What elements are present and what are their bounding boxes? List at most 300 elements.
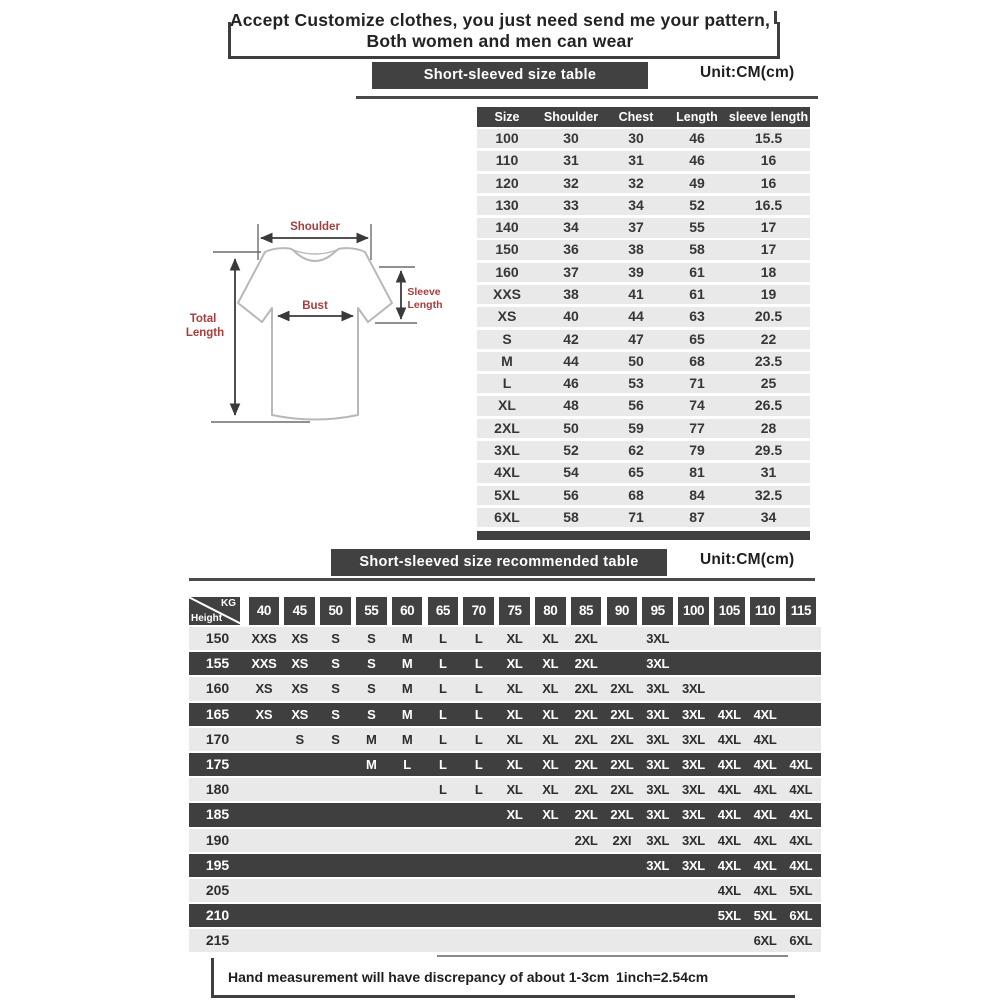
weight-column-header: 65 xyxy=(428,597,459,625)
weight-column-header: 85 xyxy=(571,597,602,625)
recommended-size-cell: 4XL xyxy=(717,857,741,873)
recommended-size-cell xyxy=(318,778,354,801)
recommended-size-cell xyxy=(318,753,354,776)
size-value: 62 xyxy=(628,441,644,458)
recommended-size-cell xyxy=(497,929,533,952)
size-table-row xyxy=(477,151,810,170)
size-value: 55 xyxy=(689,219,705,236)
corner-kg-label: KG xyxy=(221,598,236,609)
recommended-size-cell: S xyxy=(367,681,376,697)
footer-bracket-horizontal xyxy=(211,995,795,998)
recommended-size-cell xyxy=(246,803,282,826)
recommended-size-cell: 3XL xyxy=(646,731,670,747)
recommended-size-cell: 6XL xyxy=(789,908,813,924)
recommended-size-cell: XS xyxy=(291,706,309,722)
recommended-table-body xyxy=(189,627,821,954)
recommended-size-cell: 3XL xyxy=(646,681,670,697)
recommended-size-cell: S xyxy=(331,656,340,672)
recommended-size-cell: M xyxy=(401,681,413,697)
size-value: 34 xyxy=(760,508,777,525)
weight-column-header: 80 xyxy=(535,597,566,625)
height-label: 190 xyxy=(205,831,230,848)
recommended-size-cell: 2XL xyxy=(574,756,598,772)
size-value: 16 xyxy=(760,152,777,169)
size-value: 65 xyxy=(628,464,644,481)
sleeve-length-label-1: Sleeve xyxy=(407,286,441,298)
recommended-table-row xyxy=(189,803,821,826)
recommended-size-cell: 4XL xyxy=(789,756,813,772)
unit-label-1: Unit:CM(cm) xyxy=(700,64,795,81)
recommended-size-cell: S xyxy=(331,631,340,646)
recommended-size-cell: S xyxy=(367,631,376,646)
recommended-size-cell: XS xyxy=(291,681,309,697)
recommended-size-cell xyxy=(282,854,318,877)
size-value: 37 xyxy=(563,263,579,280)
recommended-size-cell: XL xyxy=(506,756,523,772)
size-table-row xyxy=(477,374,810,393)
size-value: 40 xyxy=(563,308,579,325)
size-value: 50 xyxy=(563,419,579,436)
size-value: 32.5 xyxy=(754,486,783,503)
recommended-size-cell: L xyxy=(474,782,483,798)
divider-2 xyxy=(189,578,815,581)
recommended-size-cell: 2XL xyxy=(574,832,598,848)
recommended-size-cell xyxy=(604,854,640,877)
recommended-size-cell xyxy=(532,829,568,852)
recommended-size-cell: 5XL xyxy=(717,908,741,924)
weight-column-header: 55 xyxy=(356,597,387,625)
recommended-size-cell: S xyxy=(331,706,340,722)
recommended-size-cell xyxy=(282,929,318,952)
footer-note: Hand measurement will have discrepancy of about 1-3cm xyxy=(228,969,610,985)
recommended-size-cell xyxy=(246,929,282,952)
recommended-size-cell xyxy=(246,829,282,852)
recommended-size-cell: XL xyxy=(542,656,559,672)
recommended-size-cell xyxy=(246,778,282,801)
size-value: 87 xyxy=(689,508,705,525)
size-value: 28 xyxy=(760,419,777,436)
page-title-line-1: Accept Customize clothes, you just need send me your pattern, xyxy=(229,10,771,30)
recommended-size-cell: M xyxy=(366,756,377,772)
recommended-size-cell: XL xyxy=(542,706,559,722)
size-value: 41 xyxy=(628,285,644,302)
recommended-size-cell xyxy=(532,904,568,927)
recommended-size-cell: 5XL xyxy=(789,882,813,898)
recommended-size-cell: 5XL xyxy=(753,908,777,924)
recommended-size-cell xyxy=(568,879,604,902)
recommended-size-cell: M xyxy=(401,731,413,747)
height-label: 165 xyxy=(205,705,230,722)
kg-height-corner-cell xyxy=(189,597,240,625)
recommended-size-cell: 2XL xyxy=(574,731,598,747)
weight-column-header: 45 xyxy=(284,597,315,625)
recommended-size-cell xyxy=(353,929,389,952)
recommended-size-cell xyxy=(461,854,497,877)
recommended-size-cell xyxy=(318,904,354,927)
size-value: 58 xyxy=(689,241,705,258)
size-value: 61 xyxy=(689,285,705,302)
size-value: 56 xyxy=(628,397,644,414)
size-table-row xyxy=(477,263,810,282)
recommended-size-cell xyxy=(640,879,676,902)
size-table-row xyxy=(477,508,810,527)
size-value: 53 xyxy=(628,375,644,392)
recommended-size-cell xyxy=(604,929,640,952)
size-value: 68 xyxy=(689,352,705,369)
size-label: XS xyxy=(497,308,517,325)
weight-column-slot xyxy=(604,597,640,625)
size-value: 20.5 xyxy=(754,308,783,325)
size-value: 81 xyxy=(689,464,705,481)
recommended-size-cell: 4XL xyxy=(753,782,777,798)
size-label: 120 xyxy=(495,174,519,191)
recommended-table-row xyxy=(189,753,821,776)
corner-height-label: Height xyxy=(191,613,223,624)
height-label: 195 xyxy=(205,856,230,873)
size-value: 33 xyxy=(563,196,579,213)
recommended-size-cell xyxy=(604,627,640,650)
size-value: 15.5 xyxy=(754,130,783,146)
size-value: 30 xyxy=(563,130,579,146)
recommended-size-cell: XXS xyxy=(251,656,277,672)
total-length-label-2: Length xyxy=(185,327,225,339)
recommended-size-cell: L xyxy=(439,631,447,646)
recommended-size-cell xyxy=(389,904,425,927)
size-value: 48 xyxy=(563,397,579,414)
recommended-size-cell xyxy=(497,904,533,927)
size-table-row xyxy=(477,352,810,371)
size-label: L xyxy=(502,375,512,392)
recommended-size-cell: 2XL xyxy=(610,731,634,747)
recommended-size-cell xyxy=(497,829,533,852)
recommended-size-cell: 2XL xyxy=(574,782,598,798)
tshirt-outline-icon xyxy=(238,248,392,419)
recommended-size-cell xyxy=(318,829,354,852)
recommended-size-cell xyxy=(747,627,783,650)
recommended-size-cell xyxy=(676,879,712,902)
recommended-size-cell: XL xyxy=(506,631,523,646)
size-value: 47 xyxy=(628,330,644,347)
recommended-size-cell xyxy=(246,728,282,751)
size-value: 44 xyxy=(628,308,644,325)
recommended-size-cell xyxy=(711,627,747,650)
size-value: 42 xyxy=(563,330,579,347)
recommended-size-cell xyxy=(604,879,640,902)
recommended-size-cell xyxy=(425,854,461,877)
height-label: 180 xyxy=(205,781,230,798)
recommended-size-cell xyxy=(389,854,425,877)
recommended-size-cell: S xyxy=(331,731,340,747)
recommended-table-bottom-line xyxy=(437,955,788,957)
recommended-size-cell: 4XL xyxy=(717,832,741,848)
size-value: 38 xyxy=(563,285,579,302)
recommended-size-cell: L xyxy=(439,681,447,697)
size-value: 17 xyxy=(760,241,777,258)
recommended-size-cell xyxy=(318,854,354,877)
recommended-size-cell xyxy=(497,854,533,877)
recommended-size-cell xyxy=(282,829,318,852)
divider-1 xyxy=(356,96,818,99)
recommended-size-cell xyxy=(783,728,819,751)
recommended-size-cell xyxy=(640,904,676,927)
recommended-size-cell: 4XL xyxy=(789,782,813,798)
weight-column-header: 40 xyxy=(249,597,280,625)
recommended-size-cell xyxy=(461,803,497,826)
size-value: 44 xyxy=(563,352,579,369)
recommended-size-cell: 4XL xyxy=(789,857,813,873)
recommended-size-cell: 3XL xyxy=(681,857,705,873)
recommended-size-cell: 4XL xyxy=(717,882,741,898)
tshirt-measurement-diagram xyxy=(165,210,470,445)
size-value: 63 xyxy=(689,308,705,325)
size-column-header: Shoulder xyxy=(543,110,599,124)
recommended-size-cell xyxy=(532,854,568,877)
recommended-size-cell xyxy=(425,879,461,902)
recommended-size-cell: 4XL xyxy=(789,832,813,848)
recommended-table-row xyxy=(189,728,821,751)
recommended-size-cell: XL xyxy=(542,756,559,772)
recommended-size-cell xyxy=(783,703,819,726)
size-table-row xyxy=(477,396,810,415)
recommended-size-cell: 4XL xyxy=(717,756,741,772)
size-label: 2XL xyxy=(494,419,520,436)
recommended-size-cell: S xyxy=(295,731,304,747)
recommended-table-row xyxy=(189,703,821,726)
recommended-table-row xyxy=(189,929,821,952)
recommended-size-cell xyxy=(318,929,354,952)
collar-line-icon xyxy=(293,250,337,254)
size-value: 61 xyxy=(689,263,705,280)
weight-column-header: 110 xyxy=(750,597,781,625)
size-value: 79 xyxy=(689,441,705,458)
recommended-size-cell: 3XL xyxy=(681,807,705,823)
recommended-size-cell: M xyxy=(401,631,413,646)
size-label: 130 xyxy=(495,196,519,213)
recommended-size-cell: XS xyxy=(291,631,309,646)
weight-column-slot xyxy=(353,597,389,625)
size-value: 34 xyxy=(563,219,579,236)
size-column-header: Chest xyxy=(618,110,654,124)
recommended-size-cell: L xyxy=(474,731,483,747)
size-value: 34 xyxy=(628,196,644,213)
recommended-size-cell: L xyxy=(439,706,447,722)
height-label: 215 xyxy=(205,932,230,949)
recommended-size-cell: L xyxy=(474,756,483,772)
size-label: XXS xyxy=(492,285,521,302)
unit-label-2: Unit:CM(cm) xyxy=(700,551,795,568)
weight-column-slot xyxy=(425,597,461,625)
recommended-size-cell xyxy=(246,753,282,776)
recommended-size-cell: 3XL xyxy=(646,656,670,672)
recommended-table-row xyxy=(189,778,821,801)
recommended-size-cell: 4XL xyxy=(753,882,777,898)
size-value: 22 xyxy=(760,330,777,347)
size-value: 19 xyxy=(760,285,777,302)
recommended-size-cell xyxy=(711,677,747,700)
recommended-size-cell xyxy=(783,627,819,650)
weight-column-slot xyxy=(282,597,318,625)
recommended-size-cell: 3XL xyxy=(646,807,670,823)
size-value: 32 xyxy=(563,174,579,191)
recommended-size-cell: XL xyxy=(506,656,523,672)
size-label: 6XL xyxy=(494,508,520,525)
height-label: 175 xyxy=(205,755,230,772)
size-column-header: sleeve length xyxy=(728,110,809,124)
recommended-size-cell: 6XL xyxy=(789,933,813,949)
recommended-size-cell: S xyxy=(367,706,376,722)
recommended-size-cell xyxy=(532,879,568,902)
recommended-table-row xyxy=(189,904,821,927)
recommended-size-cell: 4XL xyxy=(753,857,777,873)
size-value: 46 xyxy=(563,375,579,392)
weight-column-slot xyxy=(711,597,747,625)
recommended-size-cell xyxy=(747,677,783,700)
size-label: 150 xyxy=(495,241,519,258)
recommended-size-cell: 3XL xyxy=(646,832,670,848)
size-value: 30 xyxy=(628,130,644,146)
weight-column-header: 105 xyxy=(714,597,745,625)
height-label: 205 xyxy=(205,881,230,898)
recommended-size-cell: S xyxy=(367,656,376,672)
recommended-size-cell: L xyxy=(474,631,483,646)
size-table-row xyxy=(477,240,810,259)
size-value: 50 xyxy=(628,352,644,369)
recommended-size-cell: S xyxy=(331,681,340,697)
size-table-row xyxy=(477,307,810,326)
size-value: 32 xyxy=(628,174,644,191)
size-table-row xyxy=(477,441,810,460)
recommended-size-cell xyxy=(246,854,282,877)
recommended-size-cell: 3XL xyxy=(681,681,705,697)
size-table-row xyxy=(477,196,810,215)
recommended-size-cell xyxy=(461,904,497,927)
recommended-size-cell: 3XL xyxy=(646,706,670,722)
recommended-size-cell: 4XL xyxy=(753,706,777,722)
recommended-size-cell: 2XL xyxy=(574,631,598,646)
recommended-size-cell: XL xyxy=(542,731,559,747)
size-value: 46 xyxy=(689,130,705,146)
weight-column-slot xyxy=(640,597,676,625)
recommended-size-cell: 4XL xyxy=(753,832,777,848)
recommended-size-cell xyxy=(425,829,461,852)
recommended-table-row xyxy=(189,652,821,675)
size-table-row xyxy=(477,330,810,349)
recommended-size-cell xyxy=(282,778,318,801)
weight-column-slot xyxy=(497,597,533,625)
weight-column-slot xyxy=(568,597,604,625)
recommended-size-cell: 4XL xyxy=(717,731,741,747)
size-value: 18 xyxy=(760,263,777,280)
size-label: 5XL xyxy=(494,486,520,503)
weight-column-header: 100 xyxy=(678,597,709,625)
recommended-size-cell: 3XL xyxy=(681,782,705,798)
recommended-size-cell: M xyxy=(366,731,377,747)
size-value: 52 xyxy=(689,196,705,213)
size-label: 140 xyxy=(495,219,519,236)
size-table-row xyxy=(477,174,810,193)
recommended-size-cell: 2XL xyxy=(574,807,598,823)
recommended-size-cell: 2XL xyxy=(574,656,598,672)
recommended-size-cell: 3XL xyxy=(646,631,670,646)
weight-column-slot xyxy=(747,597,783,625)
bust-label: Bust xyxy=(302,300,328,312)
page-title-line-2: Both women and men can wear xyxy=(366,31,634,51)
recommended-size-cell: XL xyxy=(506,782,523,798)
height-label: 160 xyxy=(205,680,230,697)
recommended-size-cell: XS xyxy=(291,656,309,672)
recommended-size-cell: XL xyxy=(506,706,523,722)
size-label: 3XL xyxy=(494,441,520,458)
recommended-size-cell: M xyxy=(401,706,413,722)
size-table-row xyxy=(477,463,810,482)
weight-column-header: 95 xyxy=(642,597,673,625)
weight-column-header: 115 xyxy=(786,597,817,625)
recommended-size-cell: 4XL xyxy=(717,706,741,722)
size-value: 65 xyxy=(689,330,705,347)
size-value: 71 xyxy=(689,375,705,392)
size-table-row xyxy=(477,218,810,237)
recommended-size-cell xyxy=(676,929,712,952)
recommended-size-cell xyxy=(389,829,425,852)
recommended-size-cell xyxy=(640,929,676,952)
recommended-size-cell xyxy=(282,904,318,927)
size-value: 46 xyxy=(689,152,705,169)
weight-column-header: 90 xyxy=(607,597,638,625)
recommended-size-cell xyxy=(461,929,497,952)
weight-column-slot xyxy=(246,597,282,625)
total-length-label-1: Total xyxy=(189,313,217,325)
recommended-size-cell: 4XL xyxy=(789,807,813,823)
recommended-size-cell: 2XL xyxy=(574,681,598,697)
size-value: 31 xyxy=(628,152,644,169)
recommended-size-cell: 4XL xyxy=(753,807,777,823)
size-table-title: Short-sleeved size table xyxy=(372,62,648,89)
recommended-size-cell: XL xyxy=(542,807,559,823)
recommended-size-cell: XL xyxy=(542,782,559,798)
recommended-size-cell: L xyxy=(439,782,447,798)
recommended-size-cell: XL xyxy=(542,681,559,697)
size-column-header: Size xyxy=(494,110,520,124)
height-label: 150 xyxy=(205,630,230,646)
recommended-size-cell: 2XL xyxy=(610,807,634,823)
size-column-header: Length xyxy=(676,110,718,124)
size-label: 160 xyxy=(495,263,519,280)
recommended-size-cell: 2XL xyxy=(574,706,598,722)
weight-column-header: 60 xyxy=(392,597,423,625)
size-value: 23.5 xyxy=(754,352,783,369)
recommended-size-cell xyxy=(389,879,425,902)
recommended-size-cell: 2XL xyxy=(610,782,634,798)
recommended-size-cell xyxy=(353,829,389,852)
recommended-table-row xyxy=(189,854,821,877)
size-value: 39 xyxy=(628,263,644,280)
recommended-table-row xyxy=(189,829,821,852)
size-value: 17 xyxy=(760,219,777,236)
recommended-size-cell xyxy=(568,929,604,952)
recommended-size-cell xyxy=(711,929,747,952)
height-label: 210 xyxy=(205,907,230,924)
recommended-size-cell: 3XL xyxy=(681,832,705,848)
weight-column-header: 70 xyxy=(463,597,494,625)
recommended-size-cell xyxy=(246,879,282,902)
size-value: 16 xyxy=(760,174,777,191)
recommended-size-cell xyxy=(497,879,533,902)
recommended-size-cell xyxy=(282,803,318,826)
size-table-body xyxy=(477,129,810,530)
recommended-size-cell: L xyxy=(439,656,447,672)
recommended-size-cell xyxy=(353,803,389,826)
recommended-size-cell xyxy=(389,803,425,826)
